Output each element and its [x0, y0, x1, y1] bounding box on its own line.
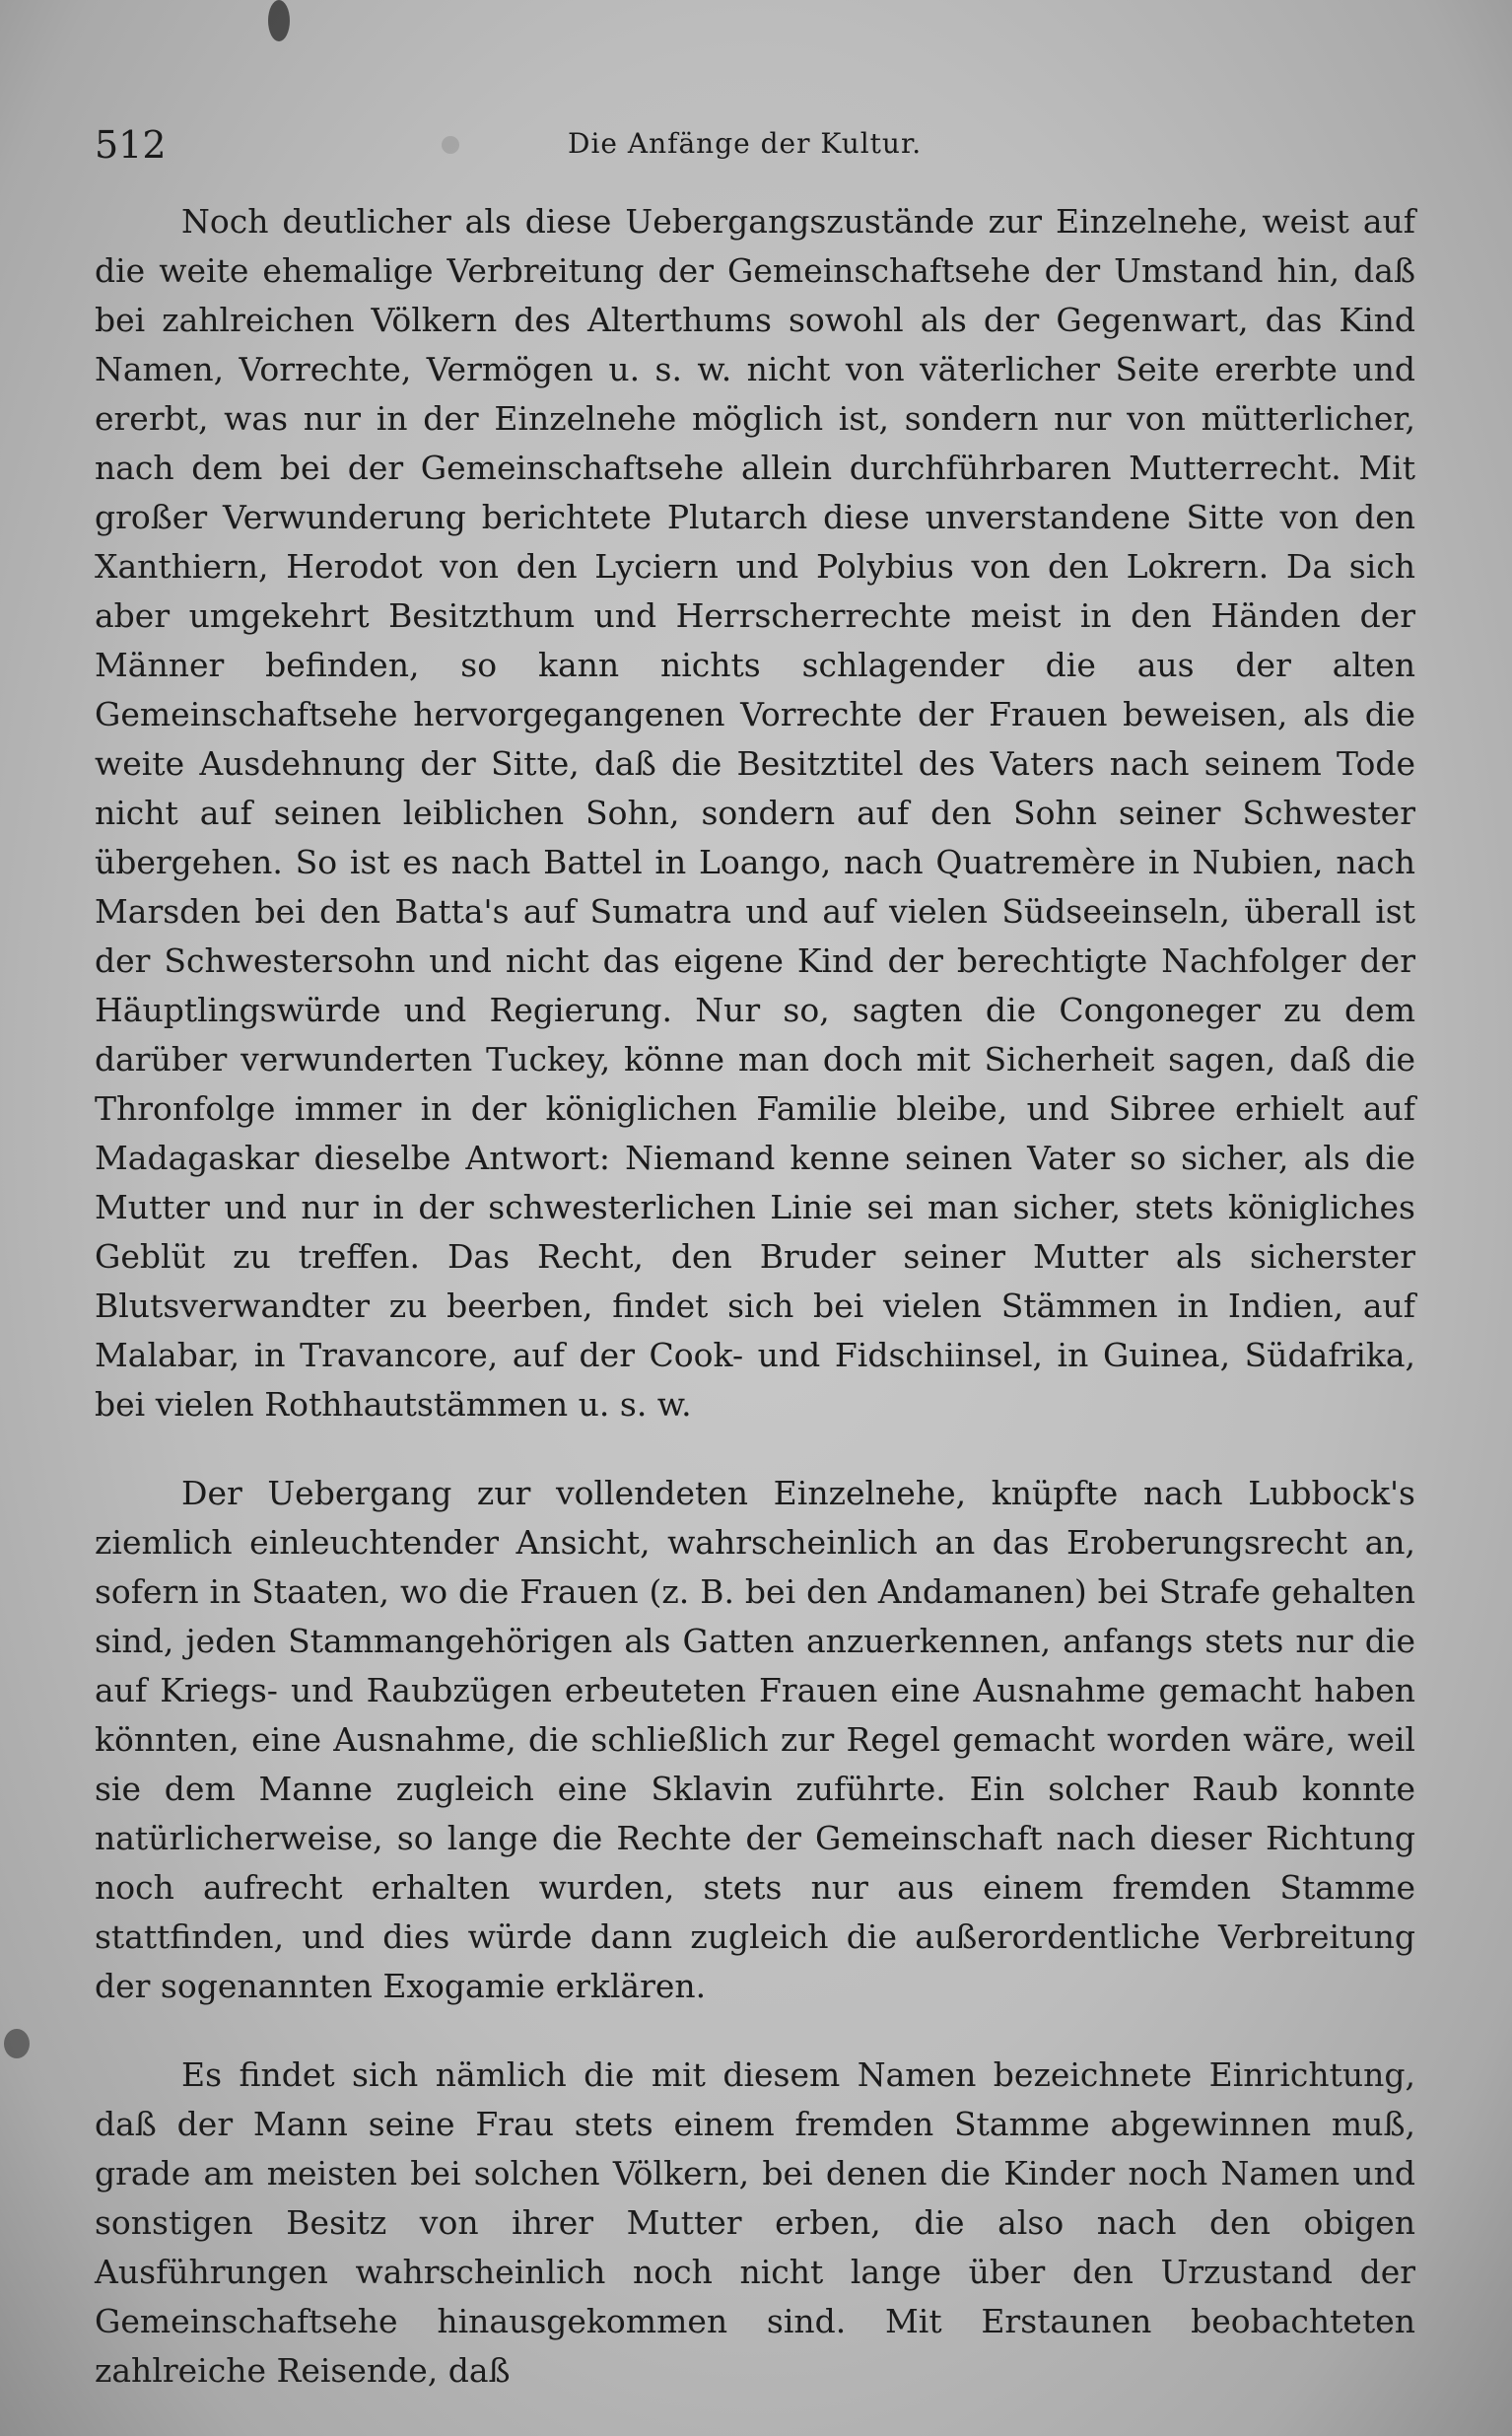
ink-spot	[268, 0, 290, 41]
paragraph: Der Uebergang zur vollendeten Einzelnehe, knüpfte nach Lubbock's ziemlich einleuchtender Ansicht, wahrscheinlich an das Eroberungsrecht an, sofern in Staaten, wo die Frauen (z. B. bei den Andamanen) bei Strafe gehalten sind, jeden Stammangehörigen als Gatten anzuerkennen, anfangs stets nur die auf Kriegs- und Raubzügen erbeuteten Frauen eine Ausnahme gemacht haben könnten, eine Ausnahme, die schließlich zur Regel gemacht worden wäre, weil sie dem Manne zugleich eine Sklavin zuführte. Ein solcher Raub konnte natürlicherweise, so lange die Rechte der Gemeinschaft nach dieser Richtung noch aufrecht erhalten wurden, stets nur aus einem fremden Stamme stattfinden, und dies würde dann zugleich die außerordentliche Verbreitung der sogenannten Exogamie erklären.	[95, 1474, 1415, 2005]
page-header	[95, 123, 942, 173]
running-head: Die Anfänge der Kultur.	[568, 127, 923, 160]
ink-spot	[4, 2029, 30, 2058]
paragraph: Noch deutlicher als diese Uebergangszustände zur Einzelnehe, weist auf die weite ehemalige Verbreitung der Gemeinschaftsehe der Umstand hin, daß bei zahlreichen Völkern des Alterthums sowohl als der Gegenwart, das Kind Namen, Vorrechte, Vermögen u. s. w. nicht von väterlicher Seite ererbte und ererbt, was nur in der Einzelnehe möglich ist, sondern nur von mütterlicher, nach dem bei der Gemeinschaftsehe allein durchführbaren Mutterrecht. Mit großer Verwunderung berichtete Plutarch diese unverstandene Sitte von den Xanthiern, Herodot von den Lyciern und Polybius von den Lokrern. Da sich aber umgekehrt Besitzthum und Herrscherrechte meist in den Händen der Männer befinden, so kann nichts schlagender die aus der alten Gemeinschaftsehe hervorgegangenen Vorrechte der Frauen beweisen, als die weite Ausdehnung der Sitte, daß die Besitztitel des Vaters nach seinem Tode nicht auf seinen leiblichen Sohn, sondern auf den Sohn seiner Schwester übergehen. So ist es nach Battel in Loango, nach Quatremère in Nubien, nach Marsden bei den Batta's auf Sumatra und auf vielen Südseeinseln, überall ist der Schwestersohn und nicht das eigene Kind der berechtigte Nachfolger der Häuptlingswürde und Regierung. Nur so, sagten die Congoneger zu dem darüber verwunderten Tuckey, könne man doch mit Sicherheit sagen, daß die Thronfolge immer in der königlichen Familie bleibe, und Sibree erhielt auf Madagaskar dieselbe Antwort: Niemand kenne seinen Vater so sicher, als die Mutter und nur in der schwesterlichen Linie sei man sicher, stets königliches Geblüt zu treffen. Das Recht, den Bruder seiner Mutter als sicherster Blutsverwandter zu beerben, findet sich bei vielen Stämmen in Indien, auf Malabar, in Travancore, auf der Cook- und Fidschiinsel, in Guinea, Südafrika, bei vielen Rothhautstämmen u. s. w.	[95, 202, 1415, 1424]
page-number: 512	[95, 123, 167, 167]
body-text	[95, 197, 1415, 2435]
paragraph: Es findet sich nämlich die mit diesem Namen bezeichnete Einrichtung, daß der Mann seine Frau stets einem fremden Stamme abgewinnen muß, grade am meisten bei solchen Völkern, bei denen die Kinder noch Namen und sonstigen Besitz von ihrer Mutter erben, die also nach den obigen Ausführungen wahrscheinlich noch nicht lange über den Urzustand der Gemeinschaftsehe hinausgekommen sind. Mit Erstaunen beobachteten zahlreiche Reisende, daß	[95, 2055, 1415, 2390]
